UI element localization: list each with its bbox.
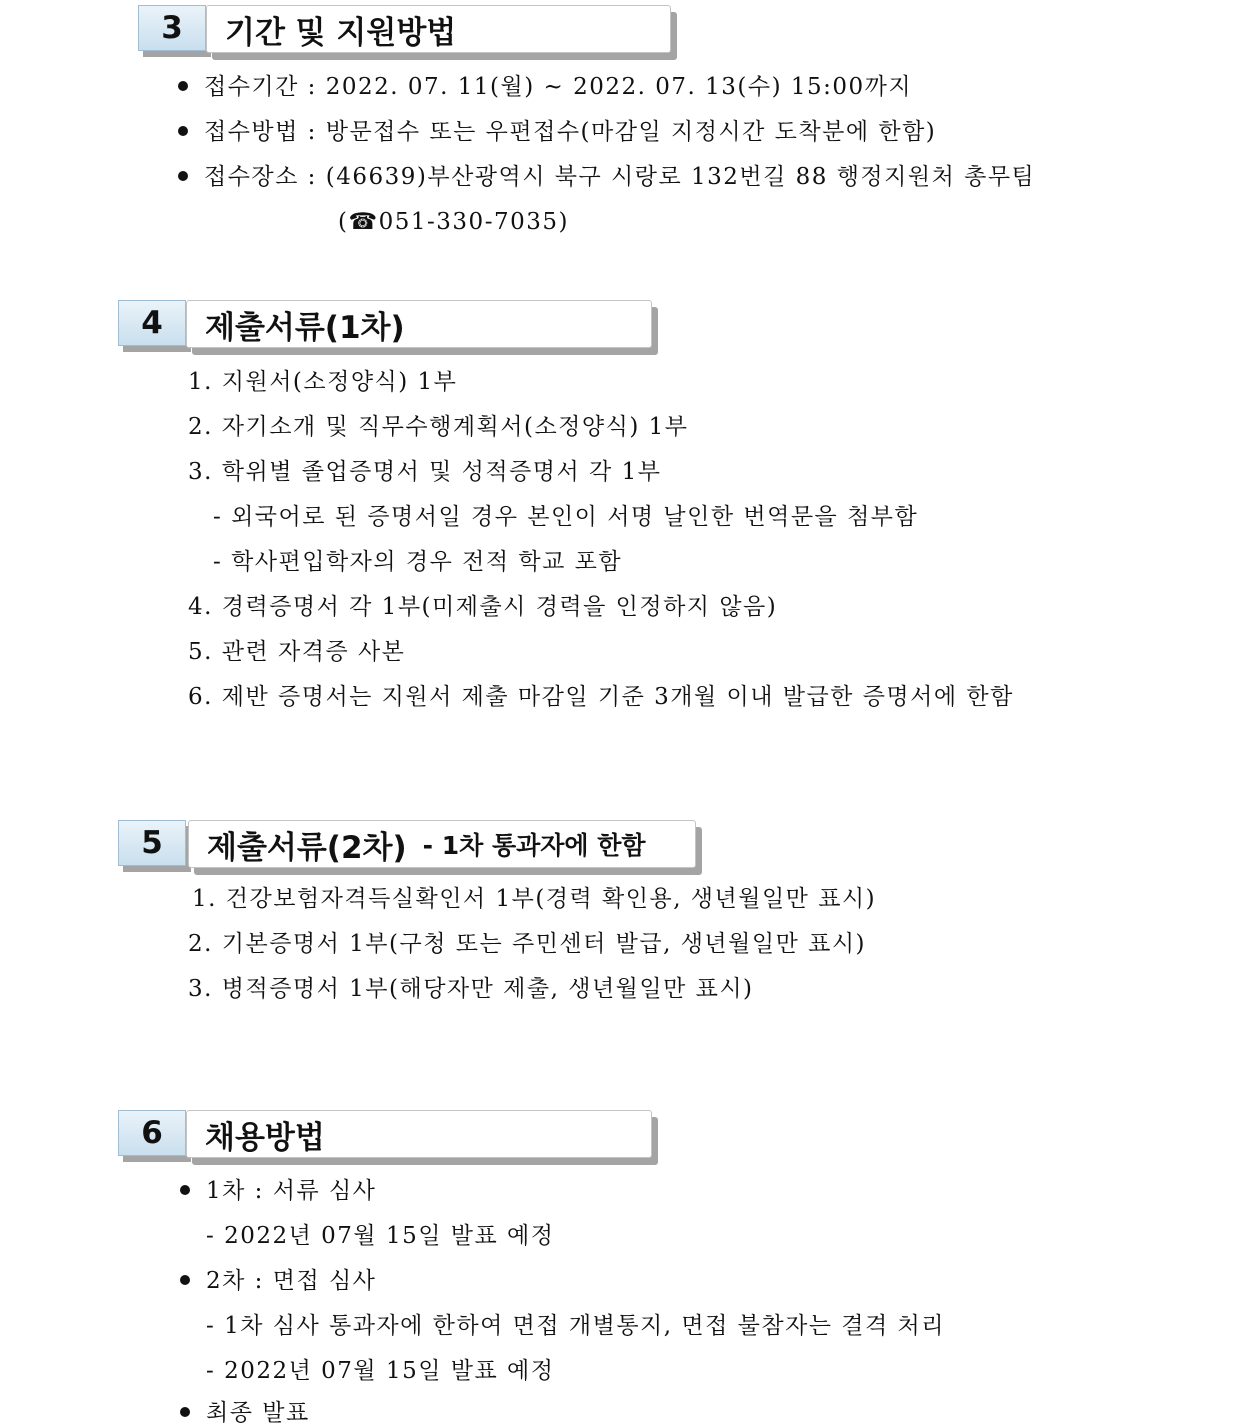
list-item: 1. 지원서(소정양식) 1부 [188, 369, 458, 395]
bullet-icon [180, 1275, 190, 1285]
section-title-text: 기간 및 지원방법 [225, 14, 457, 51]
section-title [206, 5, 671, 53]
list-item: - 학사편입학자의 경우 전적 학교 포함 [213, 549, 623, 575]
list-item: - 외국어로 된 증명서일 경우 본인이 서명 날인한 번역문을 첨부함 [213, 504, 919, 530]
section-title [186, 1110, 652, 1158]
bullet-icon [178, 81, 188, 91]
list-item: - 1차 심사 통과자에 한하여 면접 개별통지, 면접 불참자는 결격 처리 [206, 1313, 945, 1339]
bullet-icon [180, 1185, 190, 1195]
list-item: 4. 경력증명서 각 1부(미제출시 경력을 인정하지 않음) [188, 594, 778, 620]
bullet-icon [178, 171, 188, 181]
bullet-icon [178, 126, 188, 136]
section-subtitle: - 1차 통과자에 한함 [422, 831, 646, 860]
list-item: 6. 제반 증명서는 지원서 제출 마감일 기준 3개월 이내 발급한 증명서에 한함 [188, 684, 1014, 710]
bullet-icon [180, 1407, 190, 1417]
section-number-badge: 4 [118, 300, 186, 346]
list-item: (☎051-330-7035) [338, 209, 569, 235]
list-item: 5. 관련 자격증 사본 [188, 639, 406, 665]
section-title [186, 300, 652, 348]
section-number-badge: 5 [118, 820, 186, 866]
section-title-text: 제출서류(2차) [207, 829, 407, 866]
list-item: 2. 기본증명서 1부(구청 또는 주민센터 발급, 생년월일만 표시) [188, 931, 867, 957]
list-item: 접수장소 : (46639)부산광역시 북구 시랑로 132번길 88 행정지원처 총무팀 [178, 162, 1035, 192]
list-item: 2. 자기소개 및 직무수행계획서(소정양식) 1부 [188, 414, 689, 440]
section-title [188, 820, 696, 868]
list-item: 최종 발표 [180, 1398, 310, 1428]
section-number-badge: 6 [118, 1110, 186, 1156]
list-item: 1차 : 서류 심사 [180, 1176, 376, 1206]
list-item: - 2022년 07월 15일 발표 예정 [206, 1223, 555, 1249]
list-item: 3. 학위별 졸업증명서 및 성적증명서 각 1부 [188, 459, 662, 485]
list-item: 접수기간 : 2022. 07. 11(월) ~ 2022. 07. 13(수) 15:00까지 [178, 72, 912, 102]
list-item: 접수방법 : 방문접수 또는 우편접수(마감일 지정시간 도착분에 한함) [178, 117, 936, 147]
section-number-badge: 3 [138, 5, 206, 51]
list-item: - 2022년 07월 15일 발표 예정 [206, 1358, 555, 1384]
section-title-text: 채용방법 [205, 1119, 325, 1156]
list-item: 3. 병적증명서 1부(해당자만 제출, 생년월일만 표시) [188, 976, 754, 1002]
list-item: 2차 : 면접 심사 [180, 1266, 376, 1296]
list-item: 1. 건강보험자격득실확인서 1부(경력 확인용, 생년월일만 표시) [192, 886, 877, 912]
section-title-text: 제출서류(1차) [205, 309, 405, 346]
